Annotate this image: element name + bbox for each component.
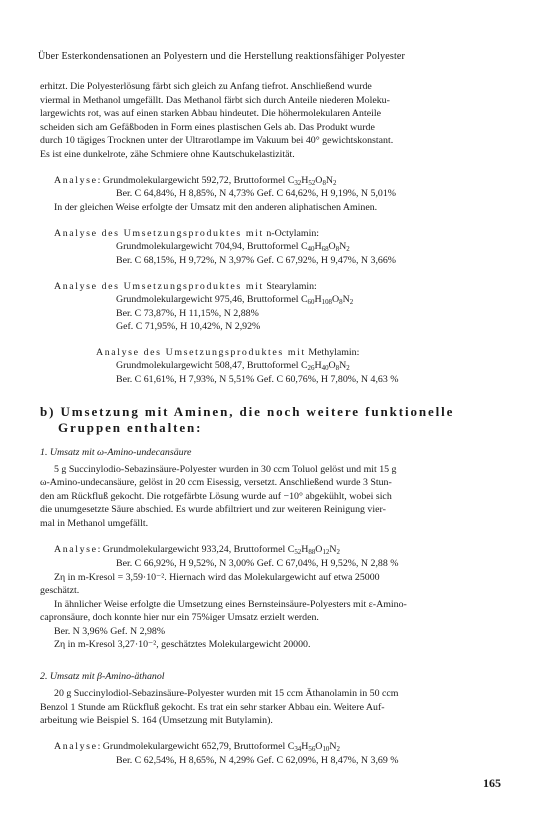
viscosity-line: Zη in m-Kresol 3,27·10⁻², geschätztes Molekulargewicht 20000. [54,639,311,650]
page-number: 165 [483,776,501,790]
text-line: mal in Methanol umgefällt. [40,518,149,529]
analysis-heading: Analyse des Umsetzungsproduktes mit n-Octylamin: [54,228,319,239]
text-line: ω-Amino-undecansäure, gelöst in 20 ccm Eisessig, versetzt. Anschließend wurde 3 Stun- [40,477,392,488]
analysis-line: Analyse: Grundmolekulargewicht 652,79, Bruttoformel $C_{34}H_{56}O_{10}N_2$ [54,741,340,753]
text-line: 20 g Succinylodiol-Sebazinsäure-Polyester wurden mit 15 ccm Äthanolamin in 50 ccm [54,688,399,699]
analysis-line: Ber. C 64,84%, H 8,85%, N 4,73% Gef. C 64,62%, H 9,19%, N 5,01% [116,188,397,199]
text-line: durch 10 tägiges Trocknen unter der Ultrarotlampe im Vakuum bei 40° gewichtskonstant. [40,135,394,146]
analysis-line: Ber. C 73,87%, H 11,15%, N 2,88% [116,308,259,319]
text-line: Benzol 1 Stunde am Rückfluß gekocht. Es trat ein sehr starker Abbau ein. Weitere Auf- [40,702,385,713]
running-head: Über Esterkondensationen an Polyestern und die Herstellung reaktionsfähiger Polyester [38,51,406,62]
text-line: capronsäure, doch konnte hier nur ein 75%iger Umsatz erzielt werden. [40,612,319,623]
text-line: scheiden sich am Gefäßboden in Form eines plastischen Gels ab. Das Produkt wurde [40,122,375,133]
analysis-heading: Analyse des Umsetzungsproduktes mit Stearylamin: [54,281,317,292]
analysis-heading: Analyse des Umsetzungsproduktes mit Methylamin: [96,347,360,358]
text-line: viermal in Methanol umgefällt. Das Methanol färbt sich durch Anteile niederen Moleku- [40,95,390,106]
section-heading-line: b) Umsetzung mit Aminen, die noch weitere funktionelle [40,404,455,419]
viscosity-line: geschätzt. [40,585,80,596]
analysis-line: Ber. C 68,15%, H 9,72%, N 3,97% Gef. C 67,92%, H 9,47%, N 3,66% [116,255,397,266]
section-heading-line: Gruppen enthalten: [58,420,203,435]
analysis-line: Analyse: Grundmolekulargewicht 933,24, Bruttoformel $C_{52}H_{88}O_{12}N_2$ [54,544,340,556]
text-line: erhitzt. Die Polyesterlösung färbt sich gleich zu Anfang tiefrot. Anschließend wurde [40,81,372,92]
subsection-heading: 2. Umsatz mit β-Amino-äthanol [40,671,165,682]
analysis-line: Ber. C 66,92%, H 9,52%, N 3,00% Gef. C 67,04%, H 9,52%, N 2,88 % [116,558,399,569]
analysis-line: Analyse: Grundmolekulargewicht 592,72, Bruttoformel $C_{32}H_{52}O_8N_2$ [54,175,337,187]
text-line: Es ist eine dunkelrote, zähe Schmiere ohne Kautschukelastizität. [40,149,295,160]
section-heading [40,404,454,436]
analysis-line: Gef. C 71,95%, H 10,42%, N 2,92% [116,321,261,332]
analysis-line: Grundmolekulargewicht 975,46, Bruttoformel $C_{60}H_{108}O_8N_2$ [116,294,354,306]
text-line: den am Rückfluß gekocht. Die rotgefärbte Lösung wurde auf −10° abgekühlt, wobei sich [40,491,392,502]
analysis-line: Ber. C 61,61%, H 7,93%, N 5,51% Gef. C 60,76%, H 7,80%, N 4,63 % [116,374,399,385]
subsection-heading: 1. Umsatz mit ω-Amino-undecansäure [40,447,192,458]
analysis-line: Grundmolekulargewicht 704,94, Bruttoformel $C_{40}H_{68}O_8N_2$ [116,241,350,253]
analysis-line: Grundmolekulargewicht 508,47, Bruttoformel $C_{26}H_{40}O_8N_2$ [116,360,350,372]
analysis-line: Ber. N 3,96% Gef. N 2,98% [54,626,166,637]
viscosity-line: Zη in m-Kresol = 3,59·10⁻². Hiernach wird das Molekulargewicht auf etwa 25000 [54,572,380,583]
text-line: In ähnlicher Weise erfolgte die Umsetzung eines Bernsteinsäure-Polyesters mit ε-Amino- [54,599,407,610]
note-line: In der gleichen Weise erfolgte der Umsatz mit den anderen aliphatischen Aminen. [54,202,378,213]
text-line: largewichts rot, was auf einen starken Abbau hindeutet. Die höhermolekularen Anteile [40,108,381,119]
text-line: 5 g Succinylodio-Sebazinsäure-Polyester wurden in 30 ccm Toluol gelöst und mit 15 g [54,464,397,475]
analysis-line: Ber. C 62,54%, H 8,65%, N 4,29% Gef. C 62,09%, H 8,47%, N 3,69 % [116,755,399,766]
text-line: arbeitung wie Beispiel S. 164 (Umsetzung mit Butylamin). [40,715,273,726]
text-line: die unumgesetzte Säure abschied. Es wurde abfiltriert und zur weiteren Reinigung vier- [40,504,386,515]
